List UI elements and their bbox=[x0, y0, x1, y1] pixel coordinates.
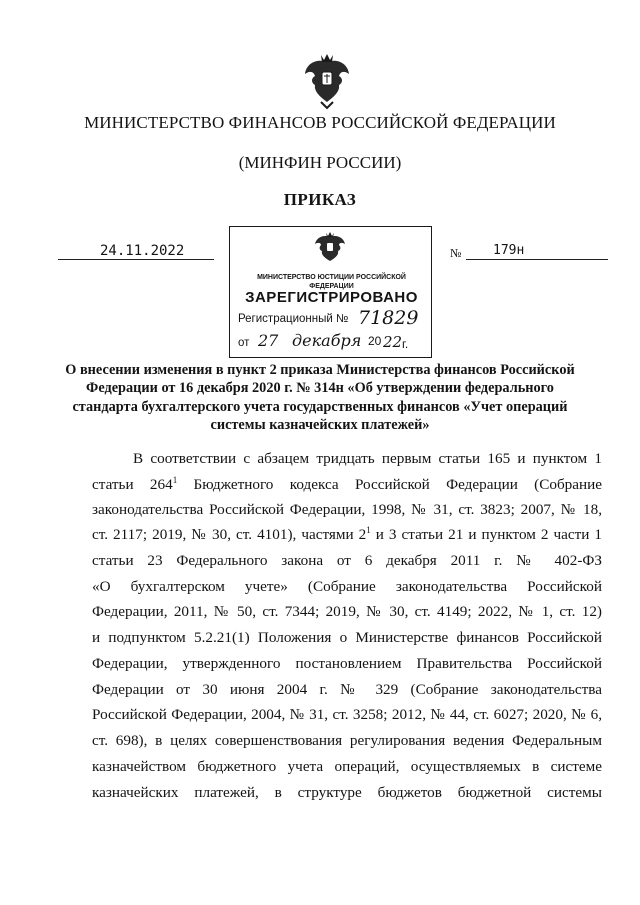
ministry-title: МИНИСТЕРСТВО ФИНАНСОВ РОССИЙСКОЙ ФЕДЕРАЦИИ bbox=[84, 113, 556, 132]
stamp-emblem-icon bbox=[313, 231, 347, 263]
stamp-month: декабря bbox=[292, 331, 362, 350]
body-line: Федерации, утвержденного постановлением Правительства Российской bbox=[92, 655, 602, 672]
document-type: ПРИКАЗ bbox=[283, 190, 357, 209]
order-date: 24.11.2022 bbox=[100, 243, 185, 259]
stamp-day: 27 bbox=[258, 331, 279, 350]
stamp-year-end: г. bbox=[402, 337, 409, 351]
body-line: Федерации, 2011, № 50, ст. 7344; 2019, № 30, ст. 4149; 2022, № 1, ст. 12) bbox=[92, 603, 602, 620]
stamp-year-suffix: 22 bbox=[383, 333, 403, 351]
ministry-short-name: (МИНФИН РОССИИ) bbox=[238, 153, 402, 172]
body-line: законодательства Российской Федерации, 1998, № 31, ст. 3823; 2007, № 18, bbox=[92, 501, 602, 518]
body-line: В соответствии с абзацем тридцать первым статьи 165 и пунктом 1 bbox=[133, 450, 602, 467]
number-sign: № bbox=[450, 246, 462, 260]
stamp-registered: ЗАРЕГИСТРИРОВАНО bbox=[245, 289, 418, 306]
order-number: 179н bbox=[493, 243, 525, 258]
stamp-reg-label: Регистрационный № bbox=[238, 313, 349, 325]
body-line: ст. 2117; 2019, № 30, ст. 4101), частями $2^1$ и 3 статьи 21 и пунктом 2 части 1 bbox=[92, 525, 602, 543]
body-line: Федерации от 30 июня 2004 г. № 329 (Собрание законодательства bbox=[92, 681, 602, 698]
body-line: казначейских платежей, в структуре бюджетов бюджетной системы bbox=[92, 784, 602, 801]
body-line: статьи $264^1$ Бюджетного кодекса Российской Федерации (Собрание bbox=[92, 475, 603, 493]
body-line: ст. 698), в целях совершенствования регулирования ведения Федеральным bbox=[92, 732, 602, 749]
number-underline bbox=[466, 259, 608, 260]
date-underline bbox=[58, 259, 214, 260]
body-line: и подпунктом 5.2.21(1) Положения о Министерстве финансов Российской bbox=[92, 629, 602, 646]
body-line: Российской Федерации, 2004, № 31, ст. 3258; 2012, № 44, ст. 6027; 2020, № 6, bbox=[92, 706, 602, 723]
coat-of-arms-icon bbox=[302, 52, 352, 110]
stamp-from-label: от bbox=[238, 337, 250, 349]
body-line: «О бухгалтерском учете» (Собрание законодательства Российской bbox=[92, 578, 602, 595]
body-line: статьи 23 Федерального закона от 6 декабря 2011 г. № 402-ФЗ bbox=[92, 552, 602, 569]
body-line: казначейством бюджетного учета операций, осуществляемых в системе bbox=[92, 758, 602, 775]
document-subject: О внесении изменения в пункт 2 приказа Министерства финансов Российской Федерации от 16 декабря 2020 г. № 314н «Об утверждении федерального стандарта бухгалтерского учета государственных финансов «Учет операций системы казначейских платежей» bbox=[65, 362, 575, 434]
stamp-year-prefix: 20 bbox=[368, 334, 382, 348]
registration-stamp bbox=[229, 226, 432, 358]
stamp-reg-number: 71829 bbox=[358, 307, 419, 329]
stamp-ministry: МИНИСТЕРСТВО ЮСТИЦИИ РОССИЙСКОЙ ФЕДЕРАЦИИ bbox=[257, 272, 406, 290]
